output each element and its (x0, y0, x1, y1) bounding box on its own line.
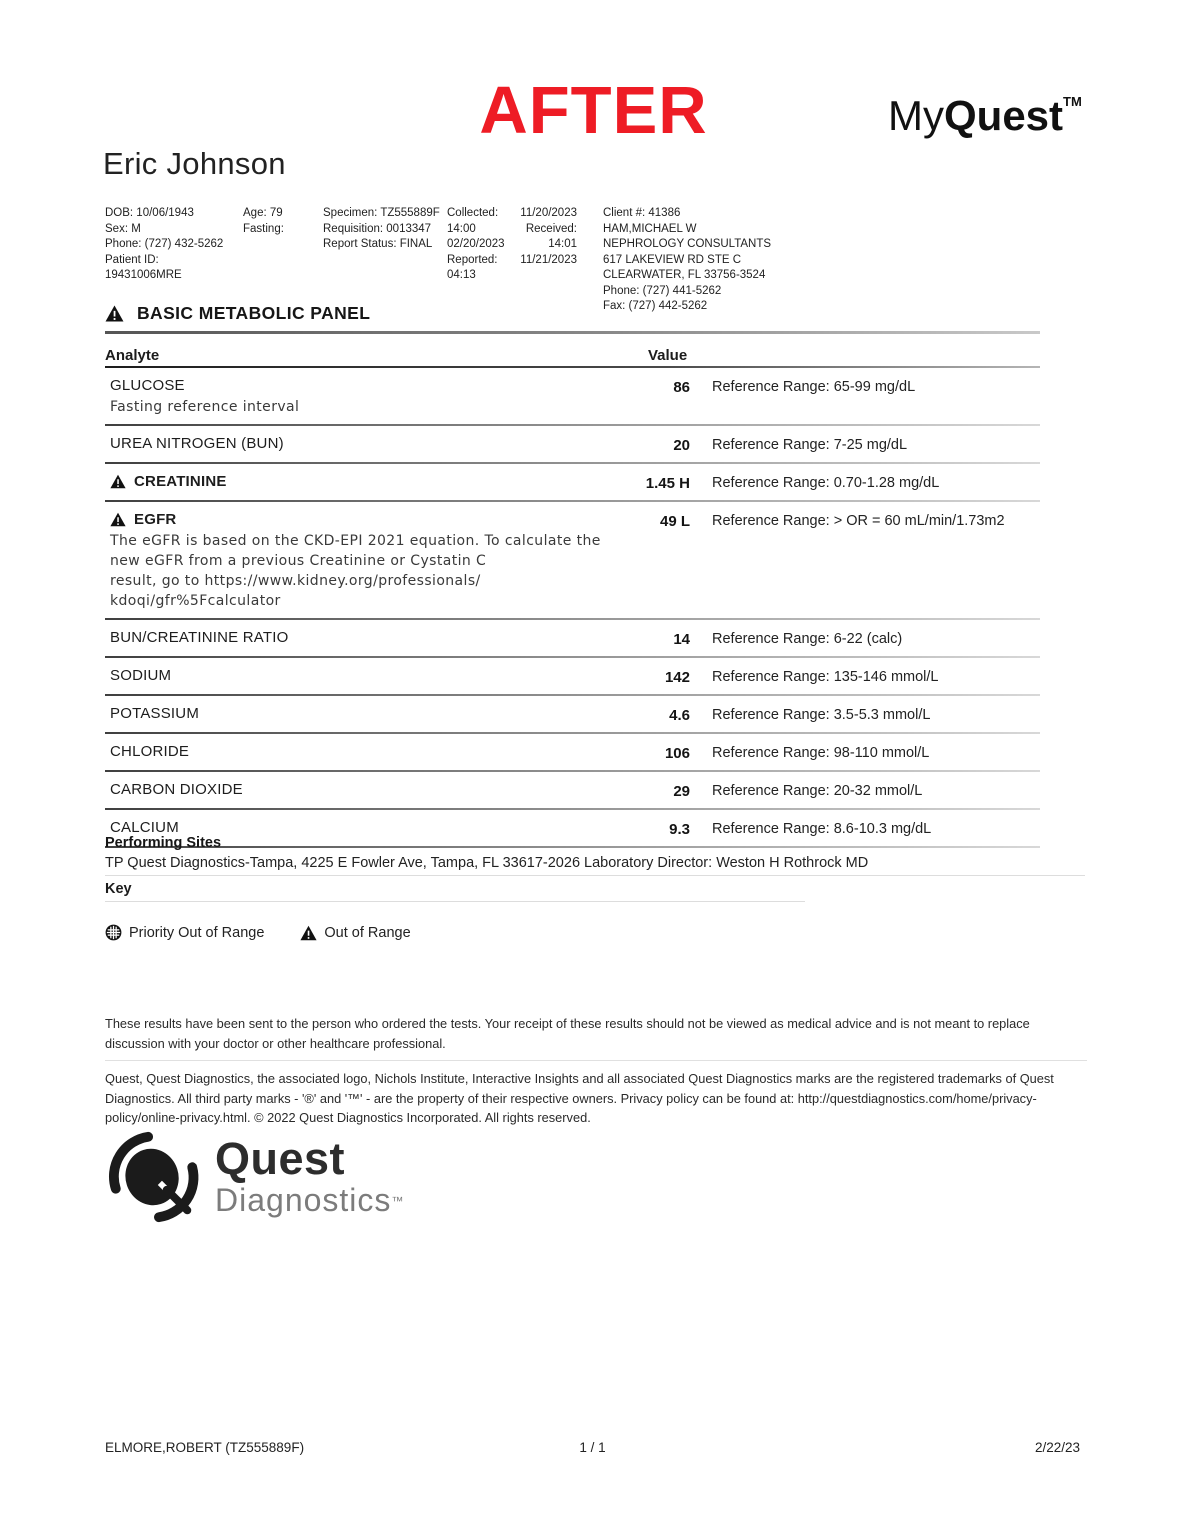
info-line: Received: (525, 222, 577, 235)
info-line: Fax: (727) 442-5262 (603, 300, 708, 312)
panel-title: BASIC METABOLIC PANEL (137, 303, 371, 323)
info-line: Requisition: 0013347 (323, 222, 432, 235)
priority-out-of-range-icon (105, 924, 122, 941)
panel-rows (105, 368, 1040, 848)
key-priority-label: Priority Out of Range (129, 924, 265, 941)
divider (105, 901, 805, 902)
info-line: 11/20/2023 (520, 207, 577, 219)
result-value: 29 (673, 783, 690, 800)
patient-name: Eric Johnson (103, 146, 286, 181)
myquest-logo (888, 92, 1082, 140)
info-line: 02/20/2023 (447, 238, 505, 250)
value-column-header: Value (648, 346, 688, 364)
info-line: Reported: (447, 253, 498, 266)
table-row (105, 502, 1040, 618)
info-line: Age: 79 (243, 207, 283, 219)
patient-info-block (105, 206, 1087, 315)
table-row (105, 658, 1040, 694)
quest-logo-text (215, 1133, 405, 1218)
info-line: DOB: 10/06/1943 (105, 207, 194, 219)
info-line: CLEARWATER, FL 33756-3524 (603, 269, 766, 281)
analyte-name: POTASSIUM (110, 705, 200, 722)
analyte-name: CARBON DIOXIDE (110, 781, 243, 798)
analyte-note-line: Fasting reference interval (110, 399, 300, 415)
analyte-name: BUN/CREATININE RATIO (110, 629, 289, 646)
footer-date: 2/22/23 (1034, 1440, 1080, 1455)
result-value: 4.6 (669, 707, 690, 724)
analyte-name: GLUCOSE (110, 377, 185, 394)
result-value: 20 (673, 437, 690, 454)
myquest-logo-quest: Quest (944, 92, 1064, 139)
info-line: 11/21/2023 (520, 253, 577, 266)
footer-patient-id: ELMORE,ROBERT (TZ555889F) (105, 1440, 305, 1455)
analyte-notes (105, 397, 1040, 417)
info-line: 617 LAKEVIEW RD STE C (603, 253, 742, 266)
reference-range: Reference Range: 7-25 mg/dL (712, 437, 908, 453)
footer-page-number: 1 / 1 (579, 1440, 606, 1455)
reference-range: Reference Range: 3.5-5.3 mmol/L (712, 707, 931, 723)
out-of-range-icon (105, 305, 124, 322)
reference-range: Reference Range: 135-146 mmol/L (712, 669, 939, 685)
analyte-note-line: new eGFR from a previous Creatinine or Cystatin C (110, 553, 487, 569)
collection-values (520, 206, 577, 284)
panel-title-row (105, 303, 1040, 324)
table-header-row (105, 334, 1040, 366)
result-value: 9.3 (669, 821, 690, 838)
info-line: 14:00 (447, 222, 476, 235)
collection-dates-column (447, 206, 577, 284)
patient-demographics-column (105, 206, 243, 284)
analyte-name: SODIUM (110, 667, 172, 684)
quest-diagnostics-logo (105, 1128, 404, 1226)
analyte-name: CALCIUM (110, 819, 179, 836)
table-row (105, 464, 1040, 500)
trademark-symbol: ™ (391, 1194, 405, 1208)
table-row (105, 696, 1040, 732)
result-value: 1.45 H (645, 475, 690, 492)
performing-site-line: TP Quest Diagnostics-Tampa, 4225 E Fowler Ave, Tampa, FL 33617-2026 Laboratory Director: Weston H Rothrock MD (105, 855, 869, 871)
collection-labels (447, 206, 505, 284)
specimen-column (323, 206, 447, 253)
analyte-name: EGFR (134, 511, 177, 528)
divider (105, 875, 1085, 876)
info-line: Phone: (727) 441-5262 (603, 284, 722, 297)
result-value: 86 (673, 379, 690, 396)
out-of-range-icon (300, 925, 317, 941)
analyte-column-header: Analyte (105, 346, 160, 364)
key-out-label: Out of Range (324, 924, 411, 941)
info-line: 19431006MRE (105, 269, 182, 281)
quest-logo-name: Quest (215, 1133, 346, 1184)
table-row (105, 734, 1040, 770)
analyte-note-line: kdoqi/gfr%5Fcalculator (110, 593, 281, 609)
reference-range: Reference Range: > OR = 60 mL/min/1.73m2 (712, 513, 1005, 529)
reference-range: Reference Range: 20-32 mmol/L (712, 783, 923, 799)
info-line: Patient ID: (105, 253, 159, 266)
out-of-range-icon (110, 474, 126, 489)
analyte-notes (105, 531, 1040, 611)
table-row (105, 426, 1040, 462)
reference-range: Reference Range: 8.6-10.3 mg/dL (712, 821, 932, 837)
performing-sites-title: Performing Sites (105, 835, 222, 851)
analyte-name: CHLORIDE (110, 743, 190, 760)
info-line: 04:13 (447, 269, 476, 281)
myquest-logo-my: My (888, 92, 944, 139)
table-row (105, 620, 1040, 656)
key-out-item (300, 925, 410, 941)
reference-range: Reference Range: 65-99 mg/dL (712, 379, 916, 395)
key-legend (105, 924, 1085, 941)
key-title: Key (105, 881, 132, 897)
analyte-name: UREA NITROGEN (BUN) (110, 435, 284, 452)
result-value: 106 (664, 745, 690, 762)
trademark-symbol: TM (1063, 94, 1082, 109)
quest-q-mark-icon (105, 1128, 203, 1226)
age-fasting-column (243, 206, 323, 237)
info-line: Fasting: (243, 222, 284, 235)
basic-metabolic-panel (105, 303, 1040, 848)
client-column (603, 206, 1087, 315)
analyte-note-line: result, go to https://www.kidney.org/professionals/ (110, 573, 481, 589)
info-line: 14:01 (548, 238, 577, 250)
performing-sites-section (105, 835, 1085, 941)
info-line: Report Status: FINAL (323, 238, 433, 250)
info-line: HAM,MICHAEL W (603, 222, 697, 235)
divider (105, 1060, 1087, 1061)
out-of-range-icon (110, 512, 126, 527)
analyte-name: CREATININE (134, 473, 227, 490)
table-row (105, 368, 1040, 424)
result-value: 14 (673, 631, 690, 648)
results-disclaimer: These results have been sent to the person who ordered the tests. Your receipt of these results should not be viewed as medical advice and is not meant to replace discussion with your doctor or other healthcare professional. (105, 1016, 1030, 1051)
table-row (105, 772, 1040, 808)
result-value: 142 (664, 669, 690, 686)
reference-range: Reference Range: 6-22 (calc) (712, 631, 903, 647)
info-line: Collected: (447, 207, 499, 219)
reference-range: Reference Range: 98-110 mmol/L (712, 745, 930, 761)
result-value: 49 L (659, 513, 690, 530)
trademark-disclaimer: Quest, Quest Diagnostics, the associated logo, Nichols Institute, Interactive Insights and all associated Quest Diagnostics marks are the registered trademarks of Quest Diagnostics. All third party marks - '®' and '™' - are the property of their respective owners. Privacy policy can be found at: http://questdiagnostics.com/home/privacy-policy/online-privacy.html. © 2022 Quest Diagnostics Incorporated. All rights reserved. (105, 1071, 1054, 1125)
key-priority-item (105, 924, 264, 941)
info-line: Sex: M (105, 222, 141, 235)
quest-logo-sub: Diagnostics™ (215, 1182, 405, 1218)
analyte-note-line: The eGFR is based on the CKD-EPI 2021 equation. To calculate the (110, 533, 601, 549)
info-line: Phone: (727) 432-5262 (105, 238, 224, 250)
info-line: Specimen: TZ555889F (323, 207, 440, 219)
after-stamp: AFTER (479, 73, 708, 148)
disclaimer-section (105, 1014, 1087, 1128)
info-line: Client #: 41386 (603, 207, 681, 219)
info-line: NEPHROLOGY CONSULTANTS (603, 238, 772, 250)
reference-range: Reference Range: 0.70-1.28 mg/dL (712, 475, 940, 491)
